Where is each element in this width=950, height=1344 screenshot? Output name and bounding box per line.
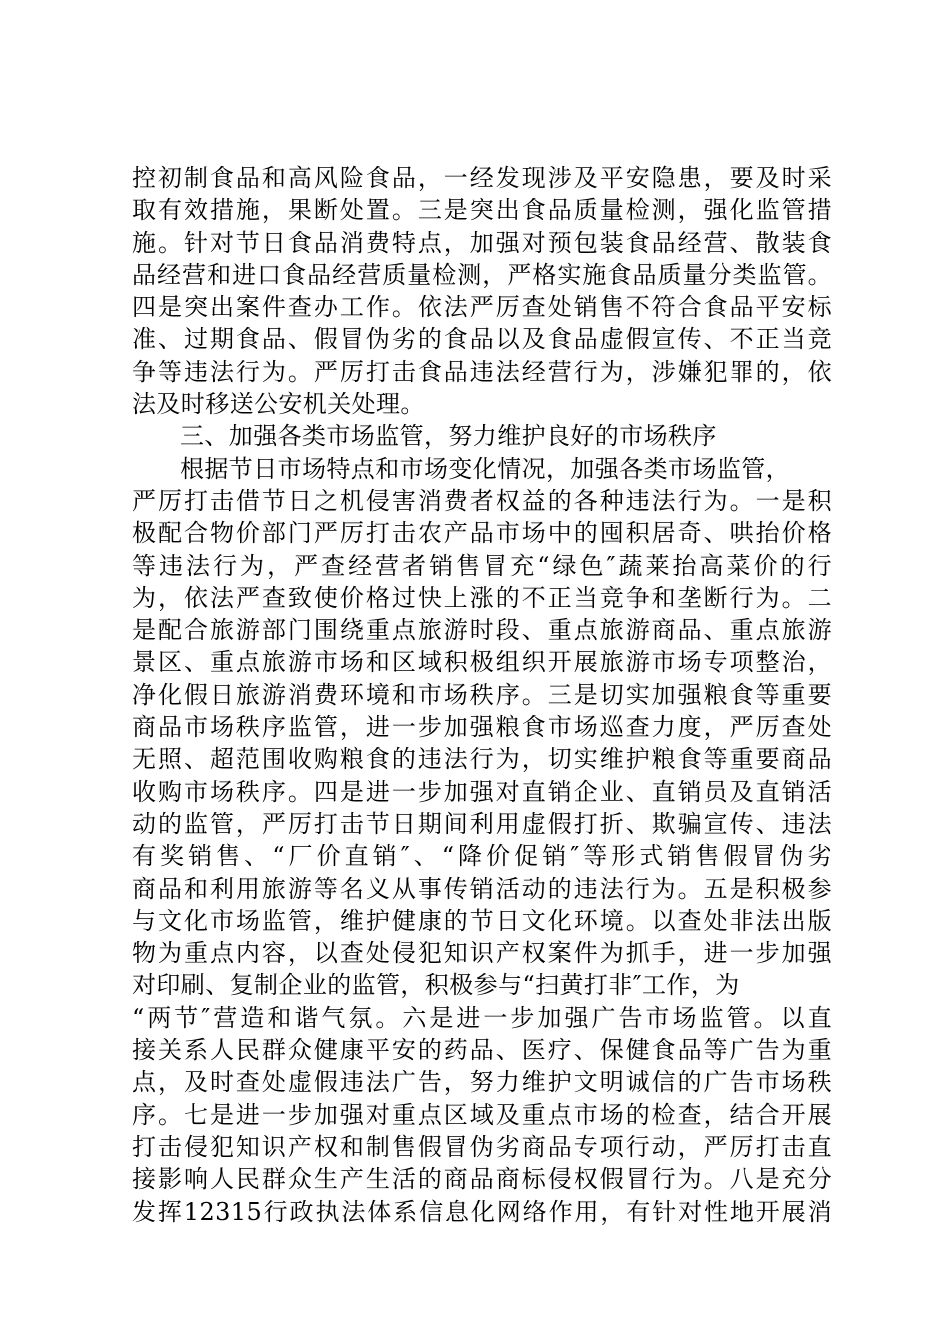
text-line: 准、过期食品、假冒伪劣的食品以及食品虚假宣传、不正当竞 xyxy=(132,325,832,354)
body-text xyxy=(132,162,832,1228)
text-line: 施。针对节日食品消费特点，加强对预包装食品经营、散装食 xyxy=(132,228,832,257)
text-line: 动的监管，严厉打击节日期间利用虚假打折、欺骗宣传、违法 xyxy=(132,809,832,838)
text-line: 打击侵犯知识产权和制售假冒伪劣商品专项行动，严厉打击直 xyxy=(132,1132,832,1161)
text-line: 景区、重点旅游市场和区域积极组织开展旅游市场专项整治， xyxy=(132,648,832,677)
text-line: 是配合旅游部门围绕重点旅游时段、重点旅游商品、重点旅游 xyxy=(132,616,832,645)
text-line: 序。七是进一步加强对重点区域及重点市场的检查，结合开展 xyxy=(132,1100,832,1129)
text-line: 品经营和进口食品经营质量检测，严格实施食品质量分类监管。 xyxy=(132,260,832,289)
text-line: 控初制食品和高风险食品，一经发现涉及平安隐患，要及时采 xyxy=(132,164,832,192)
text-line: 物为重点内容，以查处侵犯知识产权案件为抓手，进一步加强 xyxy=(132,939,832,968)
text-line: 接影响人民群众生产生活的商品商标侵权假冒行为。八是充分 xyxy=(132,1165,832,1194)
section-heading: 三、加强各类市场监管，努力维护良好的市场秩序 xyxy=(180,422,717,451)
text-line: 严厉打击借节日之机侵害消费者权益的各种违法行为。一是积 xyxy=(132,486,832,515)
text-line: “两节″营造和谐气氛。六是进一步加强广告市场监管。以直 xyxy=(132,1003,832,1032)
text-line: 争等违法行为。严厉打击食品违法经营行为，涉嫌犯罪的，依 xyxy=(132,357,832,386)
text-line: 等违法行为，严查经营者销售冒充“绿色″蔬莱抬高菜价的行 xyxy=(132,551,832,580)
text-line: 根据节日市场特点和市场变化情况，加强各类市场监管， xyxy=(180,454,790,483)
text-line: 对印刷、复制企业的监管，积极参与“扫黄打非″工作，为 xyxy=(132,971,740,1000)
text-line: 净化假日旅游消费环境和市场秩序。三是切实加强粮食等重要 xyxy=(132,680,832,709)
text-line: 点，及时查处虚假违法广告，努力维护文明诚信的广告市场秩 xyxy=(132,1068,832,1097)
text-line: 极配合物价部门严厉打击农产品市场中的囤积居奇、哄抬价格 xyxy=(132,519,832,548)
text-line: 商品市场秩序监管，进一步加强粮食市场巡查力度，严厉查处 xyxy=(132,713,832,742)
text-line: 无照、超范围收购粮食的违法行为，切实维护粮食等重要商品 xyxy=(132,745,832,774)
text-line: 商品和利用旅游等名义从事传销活动的违法行为。五是积极参 xyxy=(132,874,832,903)
text-line: 四是突出案件查办工作。依法严厉查处销售不符合食品平安标 xyxy=(132,293,832,322)
text-line: 有奖销售、“厂价直销″、“降价促销″等形式销售假冒伪劣 xyxy=(132,842,832,871)
text-line: 收购市场秩序。四是进一步加强对直销企业、直销员及直销活 xyxy=(132,777,832,806)
text-line: 取有效措施，果断处置。三是突出食品质量检测，强化监管措 xyxy=(132,196,832,225)
text-line: 接关系人民群众健康平安的药品、医疗、保健食品等广告为重 xyxy=(132,1036,832,1065)
text-line: 法及时移送公安机关处理。 xyxy=(132,390,425,419)
text-line: 发挥12315行政执法体系信息化网络作用，有针对性地开展消 xyxy=(132,1197,832,1226)
text-line: 为，依法严查致使价格过快上涨的不正当竞争和垄断行为。二 xyxy=(132,583,832,612)
text-line: 与文化市场监管，维护健康的节日文化环境。以查处非法出版 xyxy=(132,906,832,935)
